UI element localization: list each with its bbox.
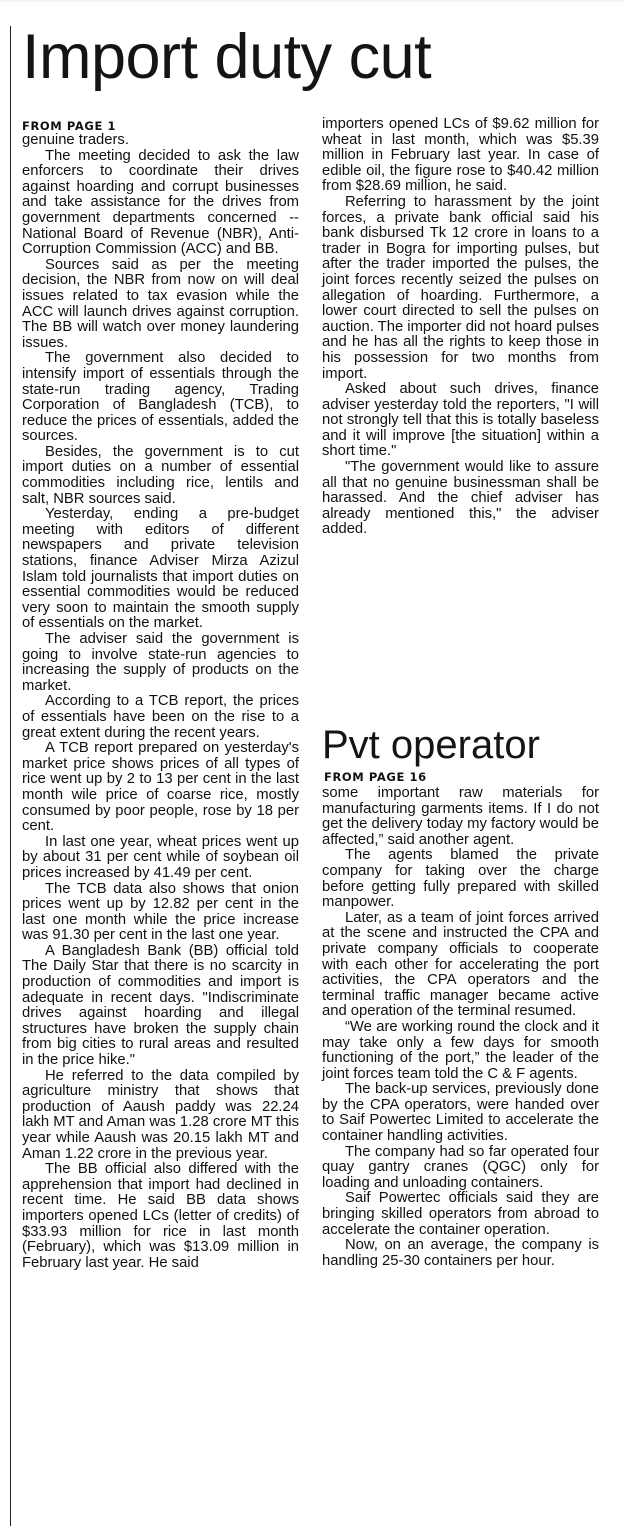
paragraph: The BB official also differed with the apprehension that import had declined in recent time. He said BB data shows importers opened LCs (letter of credits) of $33.93 million for rice in last month (February), which was $13.09 million in February last year. He said: [22, 1161, 299, 1271]
paragraph: The meeting decided to ask the law enforcers to coordinate their drives against hoarding and corrupt businesses and take assistance for the drives from government departments concerned -- National Board of Revenue (NBR), Anti-Corruption Commission (ACC) and BB.: [22, 147, 299, 258]
paragraph: In last one year, wheat prices went up by about 31 per cent while of soybean oil prices increased by 41.49 per cent.: [22, 833, 299, 881]
paragraph: some important raw materials for manufacturing garments items. If I do not get the delivery today my factory would be affected,” said another agent.: [322, 785, 599, 848]
top-edge: [0, 0, 625, 2]
column-rule: [10, 26, 11, 1526]
paragraph: "The government would like to assure all that no genuine businessman shall be harassed. And the chief adviser has already mentioned this," the adviser added.: [322, 459, 599, 538]
story1-column-2: [322, 117, 599, 538]
paragraph: Now, on an average, the company is handling 25-30 containers per hour.: [322, 1237, 599, 1269]
paragraph: According to a TCB report, the prices of essentials have been on the rise to a great extent during the recent years.: [22, 693, 299, 741]
headline-import-duty-cut: Import duty cut: [22, 22, 432, 92]
paragraph: The government also decided to intensify import of essentials through the state-run trading agency, Trading Corporation of Bangladesh (TCB), to reduce the prices of essentials, added the sources.: [22, 350, 299, 445]
paragraph: genuine traders.: [22, 132, 129, 148]
paragraph: The adviser said the government is going to involve state-run agencies to increasing the supply of products on the market.: [22, 631, 299, 694]
paragraph: He referred to the data compiled by agriculture ministry that shows that production of Aaush paddy was 22.24 lakh MT and Aman was 1.28 crore MT this year while Aaush was 20.15 lakh MT and Aman 1.22 crore in the previous year.: [22, 1067, 299, 1162]
paragraph: Later, as a team of joint forces arrived at the scene and instructed the CPA and private company officials to cooperate with each other for accelerating the port activities, the CPA operators and the terminal traffic manager became active and operation of the terminal resumed.: [322, 909, 599, 1020]
paragraph: Besides, the government is to cut import duties on a number of essential commodities including rice, lentils and salt, NBR sources said.: [22, 443, 299, 507]
story1-column-1: [22, 133, 299, 1271]
jump-label-from-page-16: FROM PAGE 16: [324, 770, 427, 784]
paragraph: The TCB data also shows that onion prices went up by 12.82 per cent in the last one month while the price increase was 91.30 per cent in the last one year.: [22, 880, 299, 944]
headline-pvt-operator: Pvt operator: [322, 723, 540, 767]
paragraph: The agents blamed the private company for taking over the charge before getting fully prepared with skilled manpower.: [322, 847, 599, 911]
jump-label-from-page-1: FROM PAGE 1: [22, 119, 117, 133]
paragraph: Yesterday, ending a pre-budget meeting with editors of different newspapers and private television stations, finance Adviser Mirza Azizul Islam told journalists that import duties on essential commodities would be reduced very soon to maintain the smooth supply of essentials on the market.: [22, 506, 299, 632]
story2-column: [322, 786, 599, 1269]
paragraph: A Bangladesh Bank (BB) official told The Daily Star that there is no scarcity in production of commodities and import is adequate in recent days. "Indiscriminate drives against hoarding and illegal structures have broken the supply chain from big cities to rural areas and resulted in the price hike.": [22, 942, 299, 1069]
paragraph: The back-up services, previously done by the CPA operators, were handed over to Saif Powertec Limited to accelerate the container handling activities.: [322, 1081, 599, 1145]
paragraph: “We are working round the clock and it may take only a few days for smooth functioning of the port,” the leader of the joint forces team told the C & F agents.: [322, 1018, 599, 1082]
paragraph: Saif Powertec officials said they are bringing skilled operators from abroad to accelerate the container operation.: [322, 1190, 599, 1238]
paragraph: importers opened LCs of $9.62 million for wheat in last month, which was $5.39 million in February last year. In case of edible oil, the figure rose to $40.42 million from $28.69 million, he said.: [322, 116, 599, 195]
paragraph: Asked about such drives, finance adviser yesterday told the reporters, "I will not strongly tell that this is totally baseless and it will improve [the situation] within a short time.": [322, 381, 599, 460]
paragraph: The company had so far operated four quay gantry cranes (QGC) only for loading and unloading containers.: [322, 1143, 599, 1191]
paragraph: A TCB report prepared on yesterday's market price shows prices of all types of rice went up by 2 to 13 per cent in the last month wile price of coarse rice, mostly consumed by poor people, rose by 18 per cent.: [22, 740, 299, 835]
paragraph: Sources said as per the meeting decision, the NBR from now on will deal issues related to tax evasion while the ACC will launch drives against corruption. The BB will watch over money laundering issues.: [22, 256, 299, 351]
paragraph: Referring to harassment by the joint forces, a private bank official said his bank disbursed Tk 12 crore in loans to a trader in Bogra for importing pulses, but after the trader imported the pulses, the joint forces recently seized the pulses on allegation of hoarding. Furthermore, a lower court directed to sell the pulses on auction. The importer did not hoard pulses and he has all the rights to keep those in his possession for two months from import.: [322, 193, 599, 382]
